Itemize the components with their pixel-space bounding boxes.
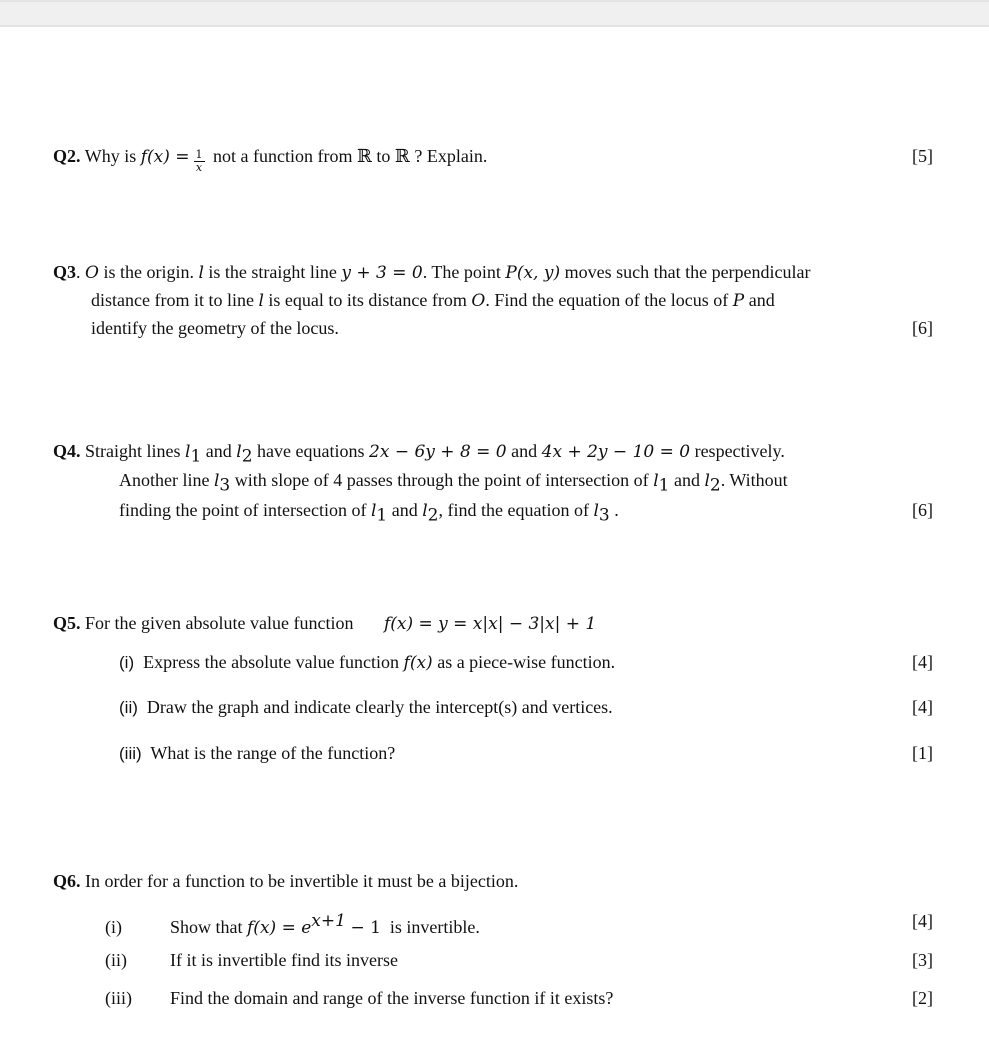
marks-label: [4] bbox=[912, 697, 933, 717]
math-expression: f(x) = bbox=[140, 147, 190, 167]
marks-label: [3] bbox=[912, 950, 933, 970]
marks-label: [4] bbox=[912, 652, 933, 672]
marks-label: [2] bbox=[912, 988, 933, 1008]
question-2: Q2. Why is f(x) = $\frac{1}{x}$ not a function from ℝ to ℝ ? Explain. [5] bbox=[53, 142, 933, 174]
question-5-part-iii: (iii) What is the range of the function? [1] bbox=[119, 739, 933, 768]
question-6-part-i: (i) Show that $f(x) = e^{x+1} - 1$ is invertible. [4] bbox=[105, 907, 933, 942]
question-6-part-iii: (iii) Find the domain and range of the inverse function if it exists? [2] bbox=[105, 984, 933, 1012]
marks-label: [4] bbox=[912, 911, 933, 931]
question-3-line-2: distance from it to line l is equal to its distance from O. Find the equation of the locus of P and bbox=[91, 290, 775, 311]
question-number: Q5. bbox=[53, 613, 81, 633]
question-4: Q4. Straight lines $l_1$ and $l_2$ have equations 2x − 6y + 8 = 0 and 4x + 2y − 10 = 0 respectively. bbox=[53, 441, 785, 467]
question-4-line-2: Another line $l_3$ with slope of 4 passes through the point of intersection of $l_1$ and $l_2$. Without bbox=[119, 470, 788, 496]
question-number: Q4. bbox=[53, 441, 81, 461]
math-expression: y + 3 = 0 bbox=[341, 263, 423, 283]
question-3: Q3. O is the origin. l is the straight line y + 3 = 0. The point P(x, y) moves such that the perpendicular bbox=[53, 262, 811, 283]
math-expression: 4x + 2y − 10 = 0 bbox=[541, 442, 691, 462]
question-number: Q3 bbox=[53, 262, 77, 282]
top-toolbar-strip bbox=[0, 0, 989, 27]
math-expression: 2x − 6y + 8 = 0 bbox=[369, 442, 507, 462]
marks-label: [5] bbox=[912, 146, 933, 166]
question-number: Q6. bbox=[53, 871, 81, 891]
math-expression: f(x) = e bbox=[247, 918, 312, 938]
question-number: Q2. bbox=[53, 146, 81, 166]
question-5: Q5. For the given absolute value function f(x) = y = x|x| − 3|x| + 1 bbox=[53, 613, 597, 634]
marks-label: [6] bbox=[912, 318, 933, 338]
marks-label: [1] bbox=[912, 743, 933, 763]
marks-label: [6] bbox=[912, 500, 933, 520]
math-expression: f(x) = y = x|x| − 3|x| + 1 bbox=[383, 614, 597, 634]
question-5-part-ii: (ii) Draw the graph and indicate clearly the intercept(s) and vertices. [4] bbox=[119, 693, 933, 722]
question-3-line-3: identify the geometry of the locus. [6] bbox=[91, 314, 933, 342]
fraction: $\frac{1}{x}$ bbox=[195, 148, 203, 174]
question-6: Q6. In order for a function to be invertible it must be a bijection. bbox=[53, 871, 519, 891]
question-4-line-3: finding the point of intersection of $l_1$ and $l_2$, find the equation of $l_3$ . [6] bbox=[119, 496, 933, 530]
question-5-part-i: (i) Express the absolute value function f(x) as a piece-wise function. [4] bbox=[119, 648, 933, 677]
question-6-part-ii: (ii) If it is invertible find its inverse [3] bbox=[105, 946, 933, 974]
